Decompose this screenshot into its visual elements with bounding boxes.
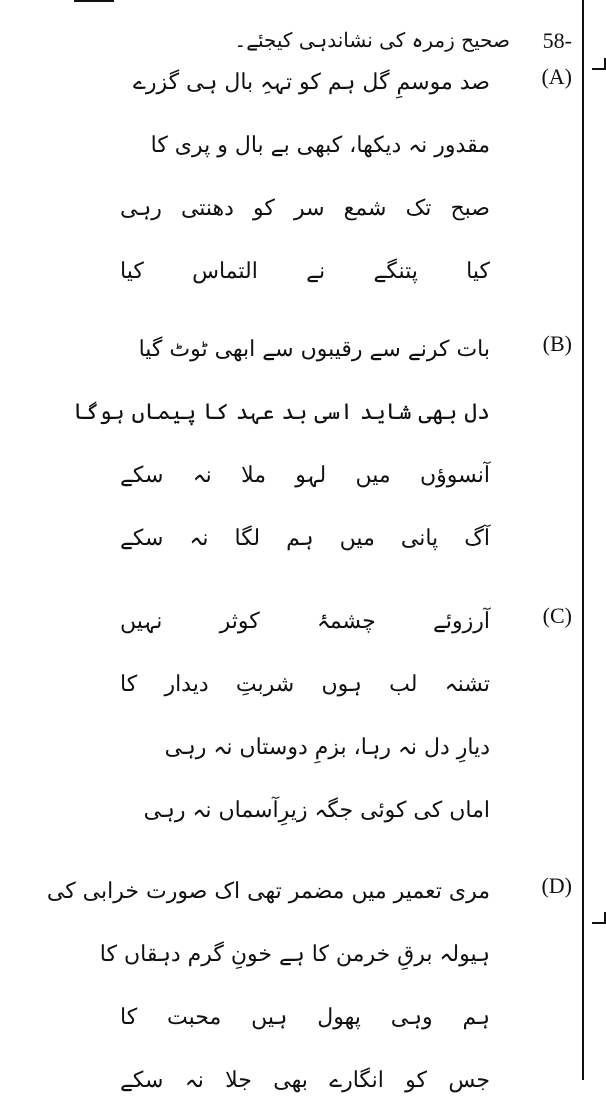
option-a-verses	[120, 51, 490, 303]
option-c-line-4: اماں کی کوئی جگہ زیرِآسماں نہ رہی	[143, 798, 490, 823]
top-rule	[74, 0, 114, 8]
option-c-line-1: آرزوئے چشمۂ کوثر نہیں	[120, 609, 490, 634]
margin-rule	[582, 0, 584, 1080]
option-b-label: (B)	[542, 331, 572, 356]
option-c-line-2: تشنہ لب ہوں شربتِ دیدار کا	[120, 672, 490, 697]
option-a-label: (A)	[541, 64, 572, 89]
option-d-label: (D)	[541, 873, 572, 898]
option-b-verses	[73, 318, 490, 570]
option-a-line-1: صد موسمِ گل ہم کو تہہِ بال ہی گزرے	[133, 70, 490, 95]
option-a-line-3: صبح تک شمع سر کو دھنتی رہی	[120, 196, 490, 221]
option-b-line-1: بات کرنے سے رقیبوں سے ابھی ٹوٹ گیا	[138, 337, 490, 362]
margin-tick-bottom	[592, 912, 606, 924]
option-d-line-2: ہیولہ برقِ خرمن کا ہے خونِ گرم دہقاں کا	[99, 942, 490, 967]
option-a-line-4: کیا پتنگے نے التماس کیا	[120, 259, 490, 284]
option-b-line-3: آنسوؤں میں لہو ملا نہ سکے	[120, 463, 490, 488]
option-d-line-1: مری تعمیر میں مضمر تھی اک صورت خرابی کی	[46, 879, 490, 904]
margin-tick-top	[592, 58, 606, 70]
option-c-line-3: دیارِ دل نہ رہا، بزمِ دوستاں نہ رہی	[164, 735, 490, 760]
question-instruction: صحیح زمرہ کی نشاندہی کیجئے۔	[234, 28, 510, 52]
option-d-verses	[46, 860, 490, 1112]
option-d-line-4: جس کو انگارے بھی جلا نہ سکے	[120, 1068, 490, 1093]
option-b-line-2: دل بھی شاید اسی بد عہد کا پیماں ہوگا	[73, 400, 490, 425]
option-c-label: (C)	[542, 603, 572, 628]
question-number: 58-	[542, 28, 572, 53]
option-d-line-3: ہم وہی پھول ہیں محبت کا	[120, 1005, 490, 1030]
option-b-line-4: آگ پانی میں ہم لگا نہ سکے	[120, 526, 490, 551]
option-a-line-2: مقدور نہ دیکھا، کبھی بے بال و پری کا	[150, 133, 490, 158]
option-c-verses	[120, 590, 490, 842]
